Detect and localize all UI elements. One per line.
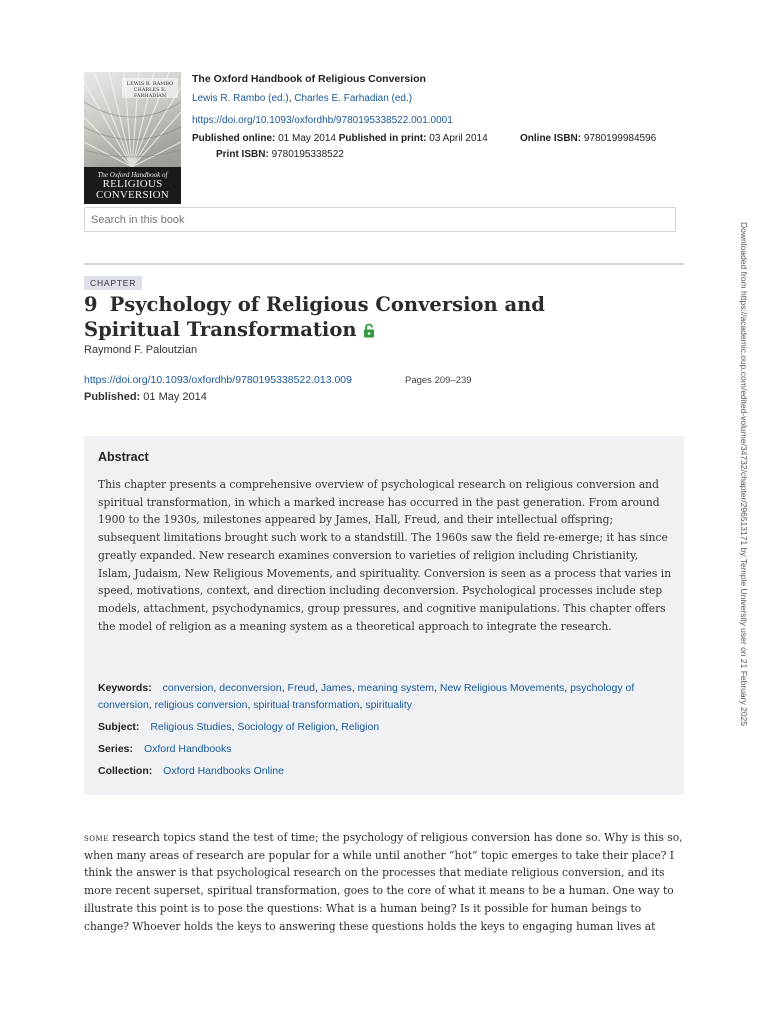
collection-row [98, 763, 673, 780]
series-label: Series: [98, 743, 134, 755]
subject-link[interactable]: Sociology of Religion [237, 721, 336, 733]
keyword-link[interactable]: New Religious Movements [439, 682, 565, 694]
chapter-published [84, 391, 207, 403]
book-cover-image[interactable] [84, 72, 181, 204]
open-access-lock-icon [363, 319, 375, 344]
keyword-link[interactable]: spiritual transformation [253, 699, 360, 711]
cover-title-band [84, 167, 181, 204]
keyword-link[interactable]: James [320, 682, 352, 694]
list-separator: , [281, 682, 288, 694]
collection-link[interactable]: Oxford Handbooks Online [163, 765, 284, 777]
keywords-row [98, 680, 673, 714]
chapter-author[interactable]: Raymond F. Paloutzian [84, 344, 198, 356]
published-online-value: 01 May 2014 [278, 133, 336, 144]
chapter-number: 9 [84, 293, 98, 316]
cover-author-2: CHARLES E. FARHADIAN [133, 87, 167, 99]
keyword-link[interactable]: religious conversion [154, 699, 248, 711]
chapter-title [84, 292, 644, 344]
series-link[interactable]: Oxford Handbooks [143, 743, 232, 755]
chapter-title-text: Psychology of Religious Conversion and Spiritual Transformation [84, 293, 545, 341]
list-separator: , [564, 682, 571, 694]
cover-authors [122, 78, 178, 98]
keyword-link[interactable]: spirituality [365, 699, 413, 711]
published-print-label: Published in print: [338, 133, 427, 144]
list-separator: , [351, 682, 358, 694]
online-isbn [520, 133, 656, 144]
cover-series-line: The Oxford Handbook of [97, 171, 168, 179]
subject-list [150, 721, 379, 733]
subject-link[interactable]: Religion [341, 721, 380, 733]
subject-link[interactable]: Religious Studies [150, 721, 232, 733]
chapter-published-value: 01 May 2014 [143, 391, 207, 403]
list-separator: , [314, 682, 321, 694]
subject-label: Subject: [98, 721, 140, 733]
body-paragraph: research topics stand the test of time; the psychology of religious conversion has done so. Why is this so, when many areas of research are popular for a while until another “hot” topic emerges to take their place? I think the answer is that psychological research on the processes that mediate religious conversion, and its more recent superset, spiritual transformation, goes to the core of what it means to be a human. One way to illustrate this point is to pose the questions: What is a human being? Is it possible for human beings to change? Whoever holds the keys to answering these questions holds the keys to engaging human lives at [84, 831, 683, 933]
list-separator: , [231, 721, 238, 733]
print-isbn-label: Print ISBN: [216, 149, 269, 160]
chapter-pages: Pages 209–239 [405, 375, 472, 386]
cover-title-line-1: RELIGIOUS [102, 178, 163, 190]
list-separator: , [148, 699, 155, 711]
book-title[interactable]: The Oxford Handbook of Religious Conversion [192, 73, 426, 85]
keyword-link[interactable]: Freud [287, 682, 315, 694]
print-isbn [216, 149, 344, 160]
editor-link-rambo[interactable]: Lewis R. Rambo (ed.) [192, 93, 289, 104]
published-print-value: 03 April 2014 [429, 133, 488, 144]
keyword-link[interactable]: psychology of conversion [98, 682, 635, 711]
keyword-link[interactable]: deconversion [219, 682, 282, 694]
keywords-list [98, 682, 634, 711]
list-separator: , [335, 721, 342, 733]
subject-row [98, 719, 673, 736]
collection-label: Collection: [98, 765, 153, 777]
cover-title-line-2: CONVERSION [96, 189, 169, 201]
chapter-body-text [84, 829, 684, 935]
list-separator: , [213, 682, 220, 694]
body-lead-word: some [84, 831, 109, 844]
series-row [98, 741, 673, 758]
cover-author-1: LEWIS R. RAMBO [126, 81, 174, 87]
abstract-heading: Abstract [98, 450, 149, 464]
list-separator: , [247, 699, 254, 711]
chapter-badge: CHAPTER [84, 276, 142, 290]
chapter-published-label: Published: [84, 391, 141, 403]
keyword-link[interactable]: conversion [162, 682, 214, 694]
keyword-link[interactable]: meaning system [357, 682, 435, 694]
editor-link-farhadian[interactable]: Charles E. Farhadian (ed.) [294, 93, 413, 104]
search-in-book-input[interactable] [84, 207, 676, 232]
download-watermark-note: Downloaded from https://academic.oup.com/edited-volume/34732/chapter/296513171 by Temple University user on 21 February 2025 [739, 222, 749, 726]
keywords-label: Keywords: [98, 682, 152, 694]
online-isbn-value: 9780199984596 [583, 133, 657, 144]
online-isbn-label: Online ISBN: [520, 133, 582, 144]
book-publication-dates [192, 133, 488, 144]
abstract-panel [84, 436, 684, 795]
abstract-text: This chapter presents a comprehensive overview of psychological research on religious conversion and spiritual transformation, in which a marked increase has occurred in the past generation. From around 1900 to the 1930s, milestones appeared by James, Hall, Freud, and their intellectual offspring; subsequent limitations brought such work to a standstill. The 1960s saw the field re-emerge; it has since greatly expanded. New research examines conversion to varieties of religion including Christianity, Islam, Judaism, New Religious Movements, and spirituality. Conversion is seen as a process that varies in speed, motivations, context, and direction including deconversion. Psychological processes include step models, attachment, psychodynamics, group pressures, and cognitive manipulations. This chapter offers the model of religion as a meaning system as a theoretical approach to integrate the research. [98, 478, 672, 633]
list-separator: , [359, 699, 366, 711]
chapter-doi-link[interactable]: https://doi.org/10.1093/oxfordhb/9780195338522.013.009 [84, 374, 352, 386]
list-separator: , [434, 682, 440, 694]
book-editors [192, 93, 412, 104]
editor-separator: , [288, 93, 295, 104]
header-divider [84, 263, 684, 265]
book-doi-link[interactable]: https://doi.org/10.1093/oxfordhb/9780195338522.001.0001 [192, 115, 453, 126]
published-online-label: Published online: [192, 133, 276, 144]
print-isbn-value: 9780195338522 [271, 149, 344, 160]
